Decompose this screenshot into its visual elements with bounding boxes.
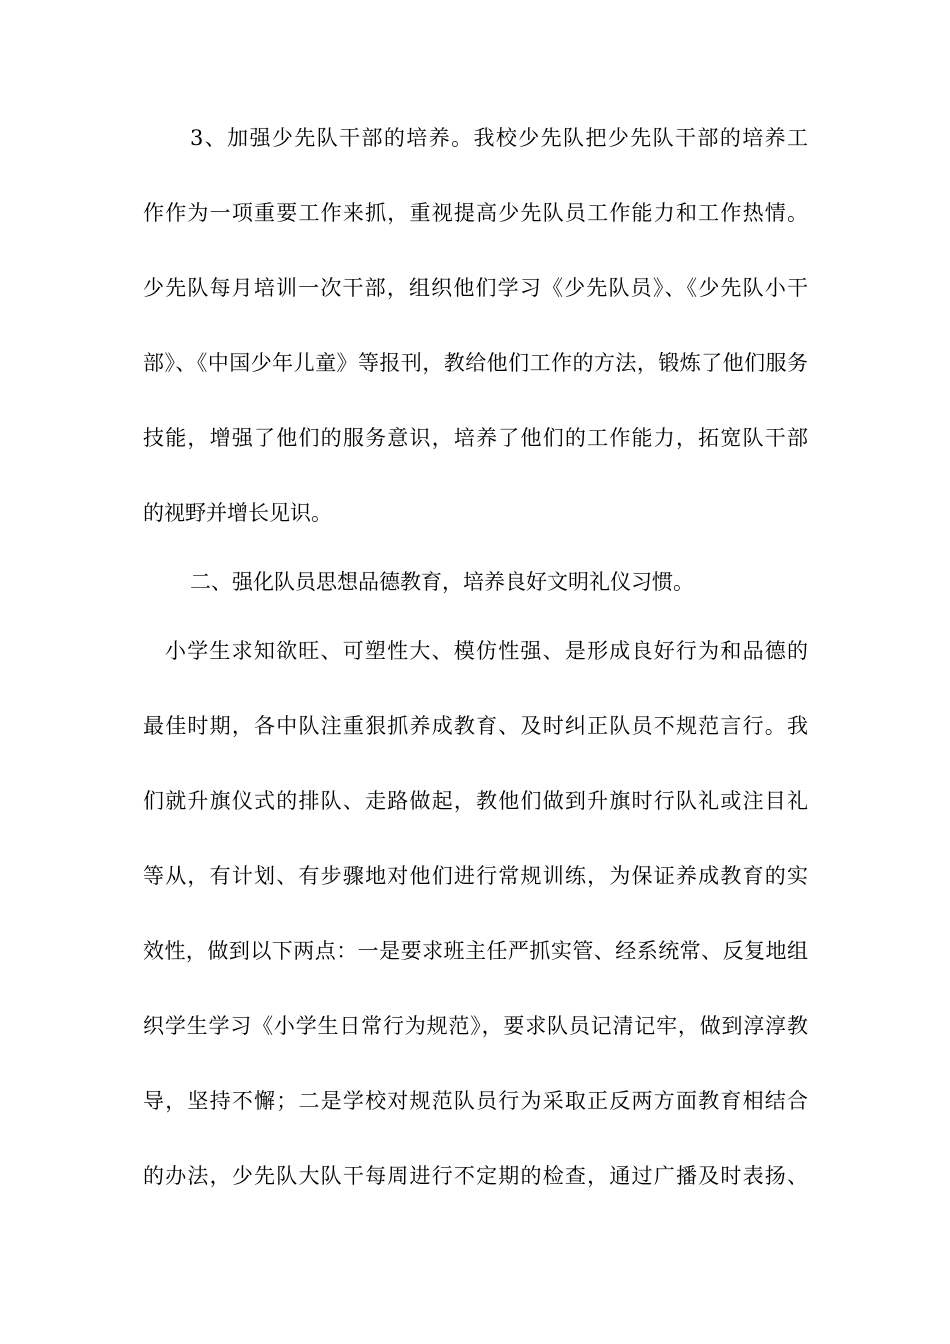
paragraph-line: 作作为一项重要工作来抓，重视提高少先队员工作能力和工作热情。 <box>143 201 808 225</box>
paragraph-line: 3、加强少先队干部的培养。我校少先队把少先队干部的培养工 <box>190 126 808 150</box>
paragraph-line: 等从，有计划、有步骤地对他们进行常规训练，为保证养成教育的实 <box>143 864 808 888</box>
paragraph-line: 少先队每月培训一次干部，组织他们学习《少先队员》、《少先队小干 <box>143 276 808 300</box>
paragraph-line: 织学生学习《小学生日常行为规范》，要求队员记清记牢，做到淳淳教 <box>143 1014 808 1038</box>
paragraph-line: 的办法，少先队大队干每周进行不定期的检查，通过广播及时表扬、 <box>143 1164 808 1188</box>
paragraph-line: 小学生求知欲旺、可塑性大、模仿性强、是形成良好行为和品德的 <box>165 639 808 663</box>
section-heading: 二、强化队员思想品德教育，培养良好文明礼仪习惯。 <box>190 570 694 594</box>
paragraph-line: 部》、《中国少年儿童》等报刊，教给他们工作的方法，锻炼了他们服务 <box>143 351 808 375</box>
paragraph-line: 的视野并增长见识。 <box>143 501 332 525</box>
paragraph-line: 们就升旗仪式的排队、走路做起，教他们做到升旗时行队礼或注目礼 <box>143 789 808 813</box>
paragraph-line: 技能，增强了他们的服务意识，培养了他们的工作能力，拓宽队干部 <box>143 426 808 450</box>
paragraph-line: 效性，做到以下两点：一是要求班主任严抓实管、经系统常、反复地组 <box>143 939 808 963</box>
paragraph-line: 导，坚持不懈；二是学校对规范队员行为采取正反两方面教育相结合 <box>143 1089 808 1113</box>
paragraph-line: 最佳时期，各中队注重狠抓养成教育、及时纠正队员不规范言行。我 <box>143 714 808 738</box>
